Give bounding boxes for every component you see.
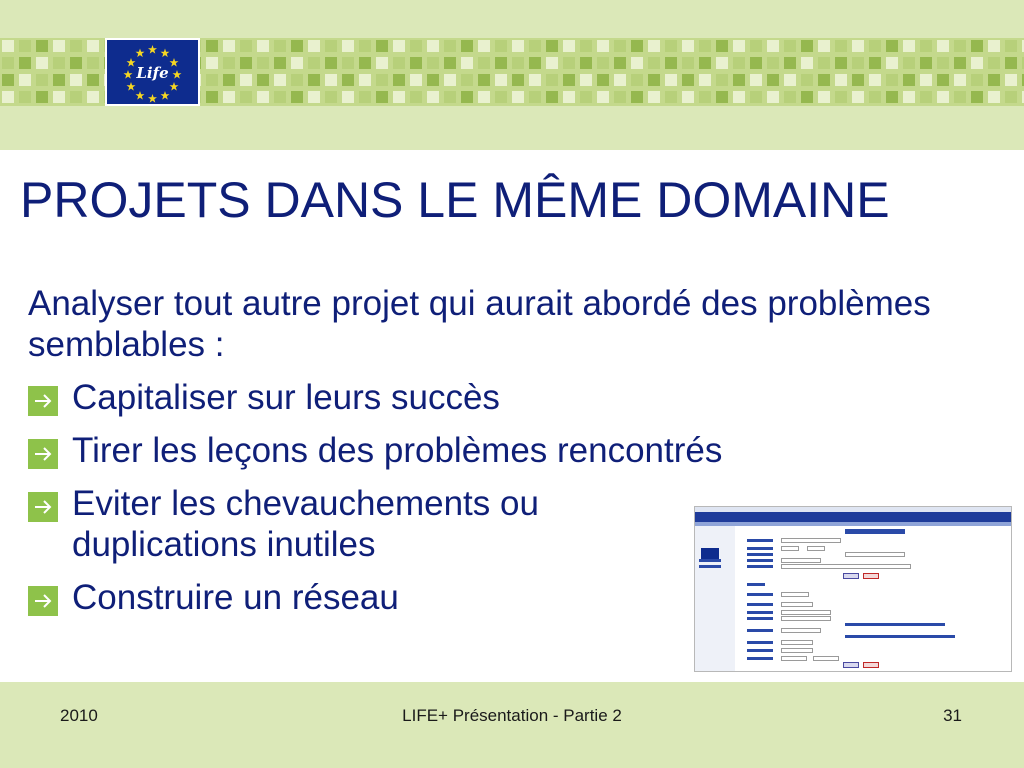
- mosaic-tile: [937, 57, 949, 69]
- mosaic-tile: [665, 91, 677, 103]
- mosaic-tile: [70, 40, 82, 52]
- mosaic-tile: [529, 74, 541, 86]
- footer-date: 2010: [60, 706, 98, 725]
- mosaic-tile: [291, 91, 303, 103]
- mosaic-tile: [597, 40, 609, 52]
- mosaic-tile: [852, 57, 864, 69]
- mosaic-tile: [478, 91, 490, 103]
- bullet-text: Eviter les chevauchements ou duplications inutiles: [72, 484, 539, 564]
- mosaic-tile: [988, 40, 1000, 52]
- mosaic-tile: [971, 74, 983, 86]
- mosaic-tile: [648, 40, 660, 52]
- mosaic-tile: [614, 40, 626, 52]
- mosaic-tile: [750, 57, 762, 69]
- mosaic-tile: [767, 57, 779, 69]
- mosaic-tile: [580, 57, 592, 69]
- mosaic-tile: [869, 91, 881, 103]
- mosaic-tile: [359, 40, 371, 52]
- mosaic-tile: [971, 40, 983, 52]
- mosaic-tile: [393, 91, 405, 103]
- mosaic-tile: [886, 74, 898, 86]
- mosaic-tile: [886, 91, 898, 103]
- mosaic-tile: [308, 74, 320, 86]
- mosaic-tile: [257, 74, 269, 86]
- mosaic-tile: [665, 40, 677, 52]
- mosaic-tile: [223, 91, 235, 103]
- mosaic-tile: [444, 57, 456, 69]
- mosaic-tile: [1005, 91, 1017, 103]
- page-number: 31: [943, 706, 962, 725]
- mosaic-tile: [767, 91, 779, 103]
- mosaic-tile: [70, 57, 82, 69]
- mosaic-tile: [563, 74, 575, 86]
- mosaic-tile: [1005, 57, 1017, 69]
- mosaic-tile: [988, 91, 1000, 103]
- mosaic-tile: [478, 74, 490, 86]
- mosaic-tile: [223, 40, 235, 52]
- mosaic-tile: [512, 74, 524, 86]
- mosaic-tile: [2, 91, 14, 103]
- mosaic-tile: [546, 91, 558, 103]
- mosaic-tile: [818, 40, 830, 52]
- mosaic-tile: [903, 40, 915, 52]
- arrow-right-icon: [28, 492, 58, 522]
- mosaic-tile: [87, 91, 99, 103]
- mosaic-tile: [19, 57, 31, 69]
- mosaic-tile: [716, 74, 728, 86]
- mosaic-tile: [580, 91, 592, 103]
- mosaic-tile: [427, 91, 439, 103]
- bullet-item: [28, 430, 1008, 471]
- mosaic-tile: [478, 40, 490, 52]
- mosaic-tile: [2, 40, 14, 52]
- mosaic-tile: [223, 57, 235, 69]
- mosaic-tile: [920, 74, 932, 86]
- mosaic-tile: [784, 74, 796, 86]
- mosaic-tile: [240, 91, 252, 103]
- mosaic-tile: [750, 74, 762, 86]
- mosaic-tile: [410, 74, 422, 86]
- mosaic-tile: [325, 40, 337, 52]
- mosaic-tile: [427, 74, 439, 86]
- mosaic-tile: [597, 91, 609, 103]
- mosaic-tile: [818, 91, 830, 103]
- mosaic-tile: [36, 57, 48, 69]
- mosaic-tile: [716, 91, 728, 103]
- mosaic-tile: [359, 74, 371, 86]
- arrow-right-icon: [28, 439, 58, 469]
- mosaic-tile: [716, 40, 728, 52]
- mosaic-tile: [291, 57, 303, 69]
- embedded-search-page-screenshot: [694, 506, 1012, 672]
- mosaic-tile: [393, 40, 405, 52]
- mosaic-tile: [512, 57, 524, 69]
- mosaic-tile: [614, 74, 626, 86]
- mosaic-tile: [53, 91, 65, 103]
- mosaic-tile: [648, 91, 660, 103]
- mosaic-tile: [70, 91, 82, 103]
- mosaic-tile: [495, 40, 507, 52]
- mosaic-tile: [835, 57, 847, 69]
- mosaic-tile: [937, 91, 949, 103]
- mosaic-tile: [597, 74, 609, 86]
- mosaic-tile: [342, 74, 354, 86]
- mosaic-tile: [478, 57, 490, 69]
- mosaic-tile: [461, 91, 473, 103]
- mosaic-tile: [206, 57, 218, 69]
- mosaic-tile: [512, 40, 524, 52]
- mosaic-tile: [274, 91, 286, 103]
- mosaic-tile: [665, 57, 677, 69]
- mosaic-tile: [512, 91, 524, 103]
- mosaic-tile: [427, 57, 439, 69]
- eu-stars-icon: [107, 40, 198, 104]
- mosaic-tile: [2, 74, 14, 86]
- mosaic-tile: [240, 74, 252, 86]
- mosaic-tile: [954, 40, 966, 52]
- mosaic-tile: [410, 57, 422, 69]
- mosaic-tile: [376, 74, 388, 86]
- mosaic-tile: [461, 40, 473, 52]
- mosaic-tile: [410, 91, 422, 103]
- mosaic-tile: [563, 40, 575, 52]
- mosaic-tile: [257, 57, 269, 69]
- mosaic-tile: [19, 40, 31, 52]
- mosaic-tile: [886, 40, 898, 52]
- mosaic-tile: [19, 74, 31, 86]
- mosaic-tile: [835, 74, 847, 86]
- mosaic-tile: [444, 91, 456, 103]
- mosaic-tile: [648, 57, 660, 69]
- mosaic-tile: [784, 40, 796, 52]
- mosaic-tile: [19, 91, 31, 103]
- mosaic-tile: [359, 57, 371, 69]
- mosaic-tile: [631, 57, 643, 69]
- mosaic-tile: [580, 40, 592, 52]
- mosaic-tile: [53, 74, 65, 86]
- mosaic-tile: [971, 57, 983, 69]
- mosaic-tile: [274, 57, 286, 69]
- mosaic-tile: [308, 91, 320, 103]
- mosaic-tile: [767, 40, 779, 52]
- mosaic-tile: [376, 57, 388, 69]
- mosaic-tile: [274, 40, 286, 52]
- mosaic-tile: [291, 74, 303, 86]
- mosaic-tile: [1005, 74, 1017, 86]
- mosaic-tile: [750, 40, 762, 52]
- mosaic-tile: [342, 40, 354, 52]
- mosaic-tile: [869, 74, 881, 86]
- mosaic-tile: [206, 91, 218, 103]
- mosaic-tile: [631, 91, 643, 103]
- mosaic-tile: [903, 91, 915, 103]
- mosaic-tile: [546, 74, 558, 86]
- mosaic-tile: [954, 57, 966, 69]
- mosaic-tile: [240, 40, 252, 52]
- mosaic-tile: [563, 91, 575, 103]
- mosaic-tile: [699, 91, 711, 103]
- bullet-item: [28, 377, 1008, 418]
- mosaic-tile: [801, 57, 813, 69]
- mosaic-tile: [784, 91, 796, 103]
- mosaic-tile: [954, 91, 966, 103]
- mosaic-tile: [291, 40, 303, 52]
- mosaic-tile: [903, 74, 915, 86]
- mosaic-tile: [546, 57, 558, 69]
- mosaic-tile: [308, 40, 320, 52]
- mosaic-tile: [682, 74, 694, 86]
- mosaic-tile: [580, 74, 592, 86]
- mosaic-tile: [87, 57, 99, 69]
- mosaic-tile: [274, 74, 286, 86]
- mosaic-tile: [342, 91, 354, 103]
- mosaic-tile: [665, 74, 677, 86]
- mosaic-tile: [2, 57, 14, 69]
- mosaic-tile: [716, 57, 728, 69]
- mosaic-tile: [614, 91, 626, 103]
- mosaic-tile: [461, 57, 473, 69]
- mosaic-tile: [988, 74, 1000, 86]
- mosaic-tile: [240, 57, 252, 69]
- mosaic-tile: [87, 40, 99, 52]
- mosaic-tile: [257, 91, 269, 103]
- mosaic-tile: [818, 74, 830, 86]
- mosaic-tile: [920, 57, 932, 69]
- mosaic-tile: [886, 57, 898, 69]
- mosaic-tile: [682, 40, 694, 52]
- mosaic-tile: [393, 57, 405, 69]
- mosaic-tile: [937, 40, 949, 52]
- mosaic-tile: [529, 40, 541, 52]
- bullet-text: Capitaliser sur leurs succès: [72, 378, 500, 417]
- mosaic-tile: [410, 40, 422, 52]
- mosaic-tile: [206, 40, 218, 52]
- life-logo: [105, 38, 200, 106]
- mosaic-tile: [359, 91, 371, 103]
- slide-footer: [0, 682, 1024, 768]
- footer-title: LIFE+ Présentation - Partie 2: [402, 706, 622, 725]
- mosaic-tile: [801, 74, 813, 86]
- mosaic-tile: [852, 74, 864, 86]
- mosaic-tile: [614, 57, 626, 69]
- intro-text: Analyser tout autre projet qui aurait abordé des problèmes semblables :: [28, 284, 931, 364]
- mosaic-tile: [682, 91, 694, 103]
- mosaic-tile: [852, 40, 864, 52]
- mosaic-tile: [971, 91, 983, 103]
- mosaic-tile: [648, 74, 660, 86]
- mosaic-tile: [988, 57, 1000, 69]
- mosaic-tile: [223, 74, 235, 86]
- mosaic-tile: [631, 40, 643, 52]
- mosaic-tile: [699, 74, 711, 86]
- mosaic-tile: [325, 74, 337, 86]
- mosaic-tile: [903, 57, 915, 69]
- mosaic-tile: [954, 74, 966, 86]
- mosaic-tile: [308, 57, 320, 69]
- arrow-right-icon: [28, 386, 58, 416]
- arrow-right-icon: [28, 586, 58, 616]
- mosaic-tile: [206, 74, 218, 86]
- mosaic-tile: [444, 40, 456, 52]
- mosaic-tile: [597, 57, 609, 69]
- mosaic-tile: [87, 74, 99, 86]
- mosaic-tile: [529, 91, 541, 103]
- mosaic-tile: [699, 57, 711, 69]
- mosaic-tile: [733, 40, 745, 52]
- mosaic-tile: [869, 40, 881, 52]
- slide-title: PROJETS DANS LE MÊME DOMAINE: [20, 172, 890, 228]
- mosaic-tile: [920, 40, 932, 52]
- bullet-text: Tirer les leçons des problèmes rencontrés: [72, 431, 723, 470]
- mosaic-tile: [852, 91, 864, 103]
- mosaic-tile: [1005, 40, 1017, 52]
- mosaic-tile: [257, 40, 269, 52]
- mosaic-tile: [869, 57, 881, 69]
- mosaic-tile: [495, 91, 507, 103]
- mosaic-tile: [325, 91, 337, 103]
- mosaic-tile: [342, 57, 354, 69]
- mosaic-tile: [733, 91, 745, 103]
- mosaic-tile: [835, 91, 847, 103]
- mosaic-tile: [53, 40, 65, 52]
- mosaic-tile: [70, 74, 82, 86]
- mosaic-tile: [784, 57, 796, 69]
- mosaic-tile: [529, 57, 541, 69]
- mosaic-tile: [376, 91, 388, 103]
- mosaic-tile: [36, 40, 48, 52]
- mosaic-tile: [563, 57, 575, 69]
- mosaic-tile: [393, 74, 405, 86]
- mosaic-tile: [733, 57, 745, 69]
- life-logo-text: Life: [136, 64, 169, 82]
- mosaic-tile: [427, 40, 439, 52]
- mosaic-tile: [801, 91, 813, 103]
- mosaic-tile: [699, 40, 711, 52]
- mosaic-tile: [495, 74, 507, 86]
- mosaic-tile: [750, 91, 762, 103]
- mosaic-tile: [461, 74, 473, 86]
- mosaic-tile: [835, 40, 847, 52]
- mosaic-tile: [36, 74, 48, 86]
- mosaic-tile: [733, 74, 745, 86]
- mosaic-tile: [376, 40, 388, 52]
- mosaic-tile: [920, 91, 932, 103]
- mosaic-tile: [767, 74, 779, 86]
- mosaic-tile: [495, 57, 507, 69]
- bullet-text: Construire un réseau: [72, 578, 399, 617]
- mosaic-tile: [53, 57, 65, 69]
- mosaic-tile: [818, 57, 830, 69]
- mosaic-tile: [546, 40, 558, 52]
- mosaic-tile: [937, 74, 949, 86]
- mosaic-tile: [444, 74, 456, 86]
- mosaic-tile: [36, 91, 48, 103]
- mosaic-tile: [631, 74, 643, 86]
- mosaic-tile: [682, 57, 694, 69]
- mosaic-tile: [801, 40, 813, 52]
- mosaic-tile: [325, 57, 337, 69]
